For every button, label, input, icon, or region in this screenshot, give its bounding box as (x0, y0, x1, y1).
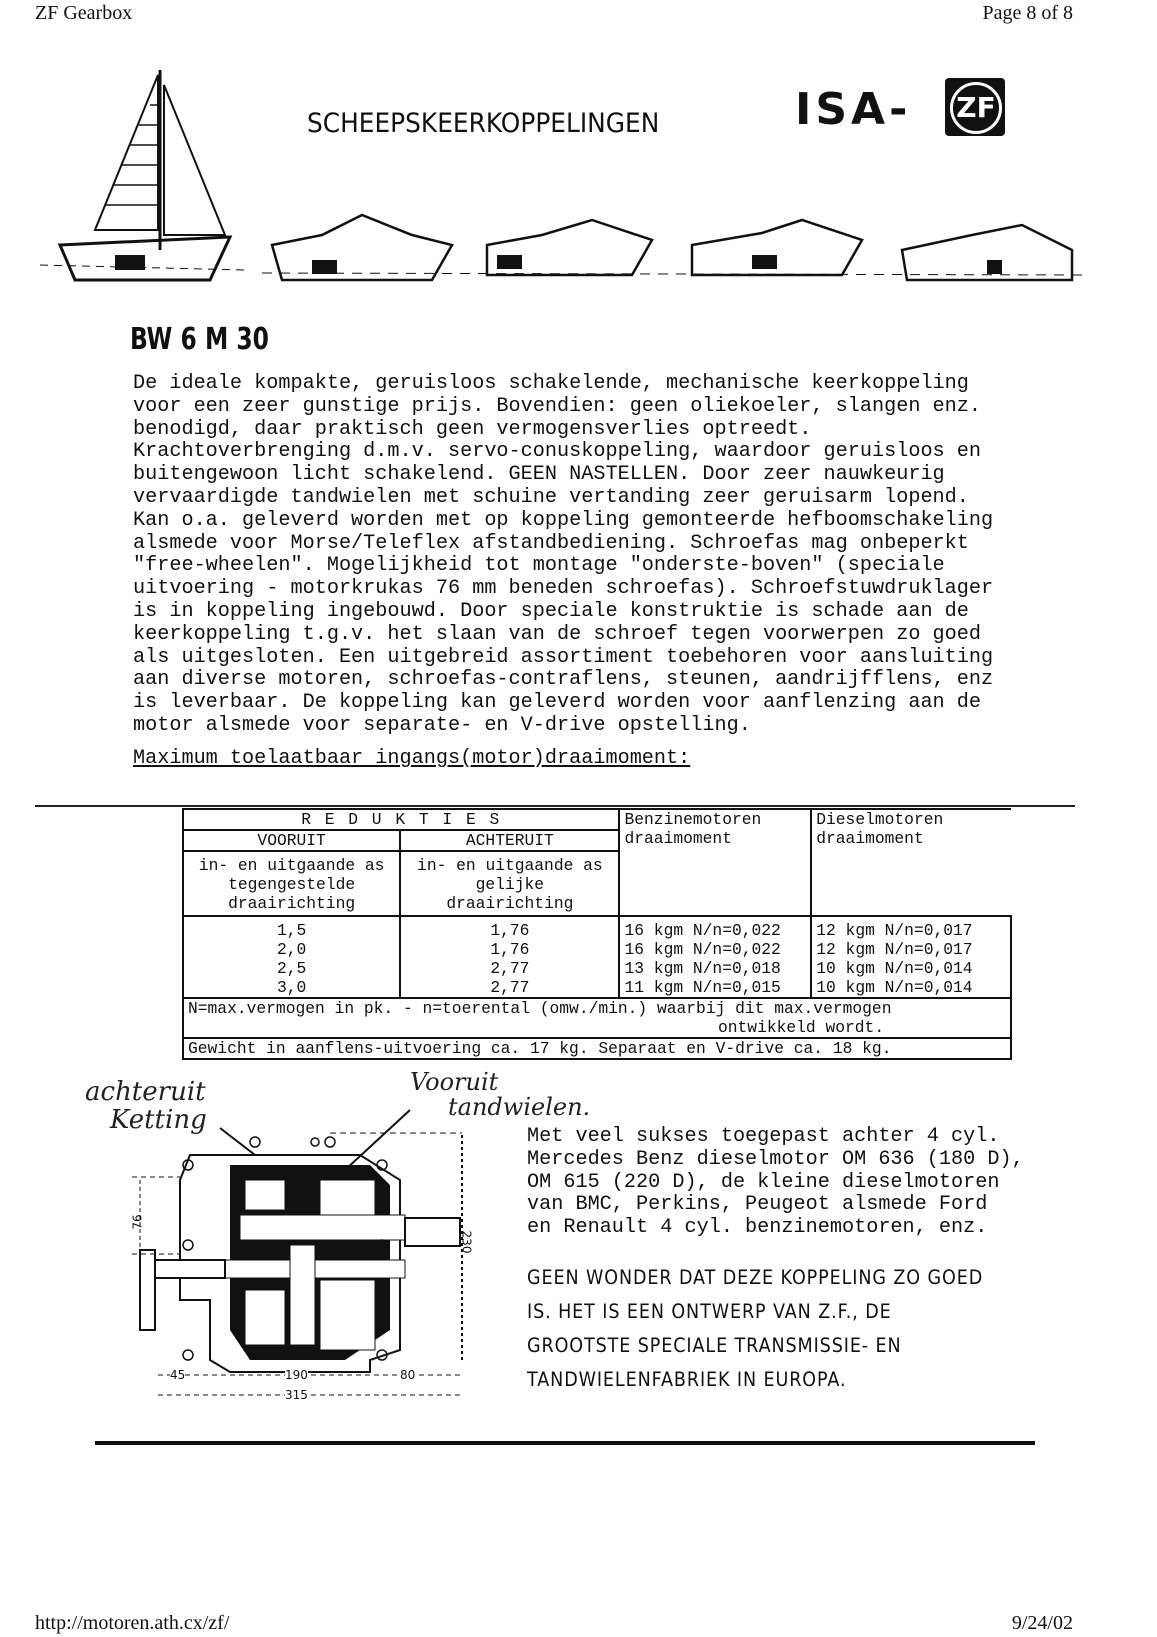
note-line: Ketting (110, 1105, 207, 1135)
spec-table (182, 808, 1012, 1060)
header-line: Dieselmotoren (816, 810, 944, 829)
cell: 11 kgm N/n=0,015 (624, 978, 781, 997)
desc-line: in- en uitgaande as (417, 856, 603, 875)
applications-line: en Renault 4 cyl. benzinemotoren, enz. (527, 1216, 988, 1240)
isa-zf-logo: ISA- ZF (795, 78, 1015, 138)
forward-values (183, 916, 400, 998)
header-line: Benzinemotoren (624, 810, 762, 829)
cell: 2,5 (276, 959, 307, 978)
applications-line: van BMC, Perkins, Peugeot alsmede Ford (527, 1193, 988, 1217)
cell: 16 kgm N/n=0,022 (624, 940, 781, 959)
table-weight: Gewicht in aanflens-uitvoering ca. 17 kg. Separaat en V-drive ca. 18 kg. (183, 1038, 1011, 1059)
sailboat-illustration (40, 65, 250, 295)
dimension-45: 45 (170, 1368, 186, 1382)
description-line: buitengewoon licht schakelend. GEEN NASTELLEN. Door zeer nauwkeurig (133, 463, 945, 487)
cell: 16 kgm N/n=0,022 (624, 921, 781, 940)
note-line: N=max.vermogen in pk. - n=toerental (omw./min.) waarbij dit max.vermogen (188, 999, 892, 1018)
dimension-315: 315 (285, 1388, 308, 1402)
description-line: Kan o.a. geleverd worden met op koppeling gemonteerde hefboomschakeling (133, 508, 994, 532)
description-line: is in koppeling ingebouwd. Door speciale konstruktie is schade aan de (133, 599, 969, 623)
applications-line: OM 615 (220 D), de kleine dieselmotoren (527, 1170, 1000, 1194)
dimension-80: 80 (400, 1368, 416, 1382)
table-row (183, 916, 1011, 998)
footer-url[interactable]: http://motoren.ath.cx/zf/ (35, 1612, 230, 1634)
model-title: BW 6 M 30 (130, 322, 269, 357)
slogan-line: GROOTSTE SPECIALE TRANSMISSIE- EN (527, 1334, 902, 1357)
description-line: voor een zeer gunstige prijs. Bovendien: geen oliekoeler, slangen enz. (133, 394, 982, 418)
document-heading: SCHEEPSKEERKOPPELINGEN (307, 108, 660, 139)
description-line: als uitgesloten. Een uitgebreid assortiment toebehoren voor aansluiting (133, 645, 994, 669)
cell: 12 kgm N/n=0,017 (816, 921, 973, 940)
desc-line: draairichting (228, 894, 356, 913)
petrol-values (619, 916, 811, 998)
cell: 10 kgm N/n=0,014 (816, 978, 973, 997)
header-line: draaimoment (624, 829, 732, 848)
desc-line: gelijke (475, 875, 545, 894)
applications-line: Mercedes Benz dieselmotor OM 636 (180 D), (527, 1147, 1024, 1171)
reverse-values (400, 916, 619, 998)
cell: 1,76 (490, 921, 530, 940)
description-line: De ideale kompakte, geruisloos schakelende, mechanische keerkoppeling (133, 372, 969, 395)
slogan-line: TANDWIELENFABRIEK IN EUROPA. (527, 1368, 847, 1391)
description-line: benodigd, daar praktisch geen vermogensverlies optreedt. (133, 417, 812, 441)
cell: 10 kgm N/n=0,014 (816, 959, 973, 978)
cell: 12 kgm N/n=0,017 (816, 940, 973, 959)
description-line: vervaardigde tandwielen met schuine vertanding zeer geruisarm lopend. (133, 485, 969, 509)
dimension-190: 190 (285, 1368, 308, 1382)
description-line: uitvoering - motorkrukas 76 mm beneden schroefas). Schroefstuwdruklager (133, 577, 994, 601)
petrol-header (619, 809, 811, 916)
note-line: achteruit (85, 1077, 206, 1107)
page-header-title: ZF Gearbox (35, 2, 133, 24)
cell: 2,0 (276, 940, 307, 959)
header-line: draaimoment (816, 829, 924, 848)
applications-text (527, 1126, 1024, 1240)
dimension-76: 76 (130, 1214, 145, 1230)
description-line: aan diverse motoren, schroefas-contraflens, steunen, aandrijfflens, enz (133, 668, 994, 692)
footer-date: 9/24/02 (1011, 1612, 1073, 1634)
description-line: motor alsmede voor separate- en V-drive opstelling. (133, 713, 751, 737)
page-number: Page 8 of 8 (982, 2, 1073, 24)
desc-line: tegengestelde (228, 875, 356, 894)
diesel-header (811, 809, 1011, 916)
description-line: alsmede voor Morse/Teleflex afstandbediening. Schroefas mag onbeperkt (133, 531, 969, 555)
table-note (183, 998, 1011, 1038)
diesel-values (811, 916, 1011, 998)
cell: 2,77 (490, 959, 530, 978)
description-text (133, 373, 993, 738)
applications-line: Met veel sukses toegepast achter 4 cyl. (527, 1125, 1000, 1148)
desc-line: in- en uitgaande as (198, 856, 385, 875)
description-line: is leverbaar. De koppeling kan geleverd worden voor aanflenzing aan de (133, 691, 982, 715)
description-line: Krachtoverbrenging d.m.v. servo-conuskoppeling, waardoor geruisloos en (133, 440, 982, 464)
bottom-rule (95, 1441, 1035, 1445)
cell: 1,5 (276, 921, 307, 940)
max-torque-label: Maximum toelaatbaar ingangs(motor)draaimoment: (133, 747, 691, 770)
slogan-line: GEEN WONDER DAT DEZE KOPPELING ZO GOED (527, 1266, 984, 1289)
slogan-line: IS. HET IS EEN ONTWERP VAN Z.F., DE (527, 1300, 892, 1323)
reductions-header: R E D U K T I E S (183, 809, 619, 830)
gearbox-cross-section-drawing (120, 1100, 480, 1410)
description-line: keerkoppeling t.g.v. het slaan van de schroef tegen voorwerpen zo goed (133, 622, 982, 646)
desc-line: draairichting (446, 894, 574, 913)
dimension-230: 230 (459, 1230, 474, 1254)
cell: 1,76 (490, 940, 530, 959)
cell: 13 kgm N/n=0,018 (624, 959, 781, 978)
cell: 3,0 (276, 978, 307, 997)
reverse-header: ACHTERUIT (400, 830, 619, 851)
divider (35, 805, 1075, 807)
note-line: Vooruit (410, 1068, 499, 1096)
note-line: ontwikkeld wordt. (718, 1018, 885, 1037)
motorboats-illustration (262, 205, 1082, 300)
zf-logo-icon: ZF (945, 78, 1005, 136)
note-line: tandwielen. (448, 1093, 591, 1121)
forward-desc (183, 851, 400, 916)
reverse-desc (400, 851, 619, 916)
description-line: "free-wheelen". Mogelijkheid tot montage "onderste-boven" (speciale (133, 554, 945, 578)
forward-header: VOORUIT (183, 830, 400, 851)
cell: 2,77 (490, 978, 530, 997)
